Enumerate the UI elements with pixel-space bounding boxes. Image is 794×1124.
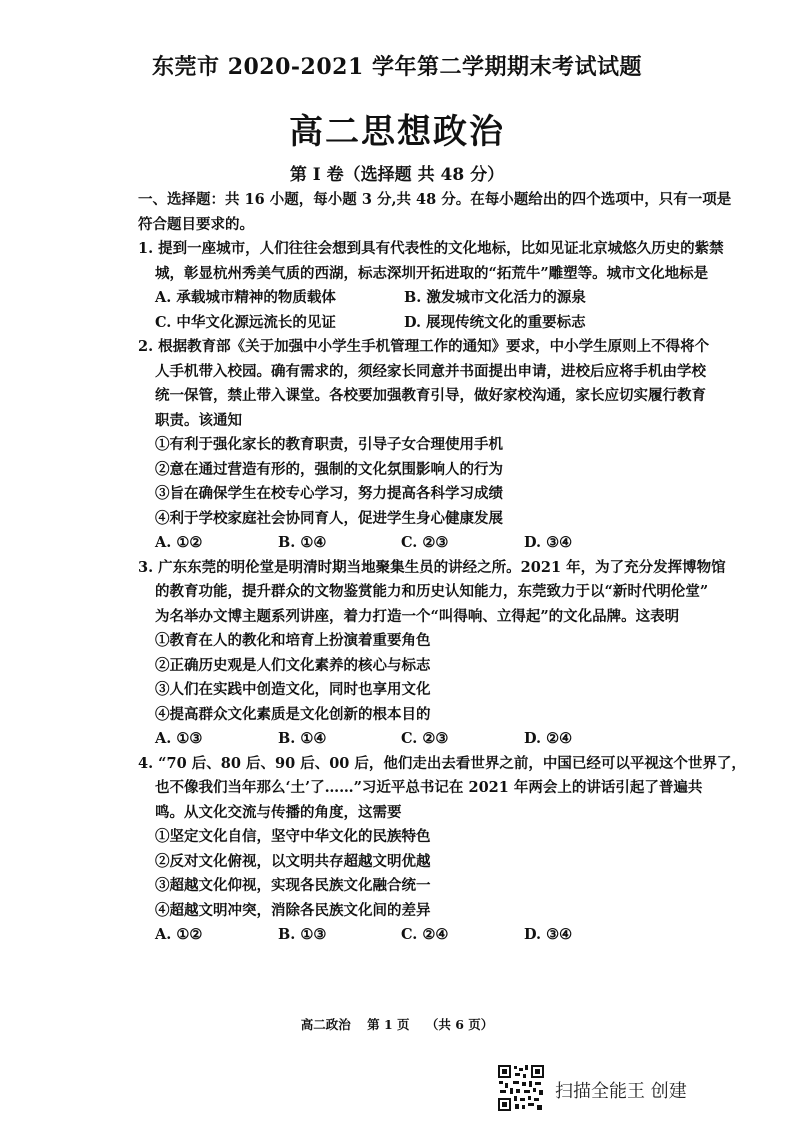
question-stem-line: 1. 提到一座城市，人们往往会想到具有代表性的文化地标，比如见证北京城悠久历史的紫禁 xyxy=(138,240,724,257)
question-stem-line: 4. “70 后、80 后、90 后、00 后，他们走出去看世界之前，中国已经可以平视这个世界了， xyxy=(138,754,746,772)
statement-3: ③人们在实践中创造文化，同时也享用文化 xyxy=(155,681,431,698)
option-c[interactable]: C. 中华文化源远流长的见证 xyxy=(155,313,336,331)
statement-4: ④利于学校家庭社会协同育人，促进学生身心健康发展 xyxy=(155,509,503,527)
question-stem-line: 人手机带入校园。确有需求的，须经家长同意并书面提出申请，进校后应将手机由学校 xyxy=(155,362,706,380)
statement-4: ④超越文明冲突，消除各民族文化间的差异 xyxy=(155,901,431,919)
option-c[interactable]: C. ②③ xyxy=(401,534,449,551)
option-a[interactable]: A. ①③ xyxy=(155,730,203,747)
option-c[interactable]: C. ②④ xyxy=(401,926,449,943)
option-b[interactable]: B. ①③ xyxy=(278,926,327,943)
statement-3: ③超越文化仰视，实现各民族文化融合统一 xyxy=(155,877,431,894)
option-row xyxy=(138,311,704,336)
statement-4: ④提高群众文化素质是文化创新的根本目的 xyxy=(155,705,431,723)
question-stem-line: 3. 广东东莞的明伦堂是明清时期当地聚集生员的讲经之所。2021 年，为了充分发挥博物馆 xyxy=(138,558,726,576)
option-d[interactable]: D. 展现传统文化的重要标志 xyxy=(404,313,586,331)
option-row xyxy=(138,727,704,752)
option-d[interactable]: D. ③④ xyxy=(524,534,573,551)
option-b[interactable]: B. ①④ xyxy=(278,534,327,551)
footer-page-number: 第 1 页 xyxy=(367,1017,410,1032)
statement-3: ③旨在确保学生在校专心学习，努力提高各科学习成绩 xyxy=(155,485,503,502)
option-a[interactable]: A. 承载城市精神的物质载体 xyxy=(155,289,336,306)
section-heading: 第 I 卷（选择题 共 48 分） xyxy=(289,165,505,185)
statement-1: ①教育在人的教化和培育上扮演着重要角色 xyxy=(155,632,431,649)
option-a[interactable]: A. ①② xyxy=(155,926,203,943)
question-content xyxy=(138,188,746,948)
statement-2: ②正确历史观是人们文化素养的核心与标志 xyxy=(155,656,431,674)
statement-1: ①有利于强化家长的教育职责，引导子女合理使用手机 xyxy=(155,436,503,453)
question-stem-line: 统一保管，禁止带入课堂。各校要加强教育引导，做好家校沟通，家长应切实履行教育 xyxy=(155,387,706,404)
question-stem-line: 的教育功能，提升群众的文物鉴赏能力和历史认知能力，东莞致力于以“新时代明伦堂” xyxy=(155,583,709,600)
question-stem-line: 职责。该通知 xyxy=(155,411,242,429)
option-d[interactable]: D. ③④ xyxy=(524,926,573,943)
instructions-line: 一、选择题：共 16 小题，每小题 3 分,共 48 分。在每小题给出的四个选项中，只有一项是 xyxy=(138,191,732,208)
statement-1: ①坚定文化自信，坚守中华文化的民族特色 xyxy=(155,828,431,845)
option-a[interactable]: A. ①② xyxy=(155,534,203,551)
option-row xyxy=(138,923,704,948)
option-d[interactable]: D. ②④ xyxy=(524,730,573,747)
option-b[interactable]: B. 激发城市文化活力的源泉 xyxy=(404,289,586,306)
option-c[interactable]: C. ②③ xyxy=(401,730,449,747)
question-2 xyxy=(138,335,710,556)
statement-2: ②意在通过营造有形的，强制的文化氛围影响人的行为 xyxy=(155,460,503,478)
question-stem-line: 城，彰显杭州秀美气质的西湖，标志深圳开拓进取的“拓荒牛”雕塑等。城市文化地标是 xyxy=(155,264,709,282)
question-3 xyxy=(138,556,726,752)
option-row xyxy=(138,531,704,556)
qr-code-icon xyxy=(497,1064,545,1112)
instructions-line: 符合题目要求的。 xyxy=(138,215,254,233)
exam-title: 东莞市 2020-2021 学年第二学期期末考试试题 xyxy=(152,54,642,80)
question-stem-line: 为名举办文博主题系列讲座，着力打造一个“叫得响、立得起”的文化品牌。这表明 xyxy=(155,607,680,625)
page-footer xyxy=(0,1015,794,1033)
scanner-watermark: 扫描全能王 创建 xyxy=(555,1081,687,1102)
statement-2: ②反对文化俯视，以文明共存超越文明优越 xyxy=(155,852,431,870)
footer-total-pages: （共 6 页） xyxy=(425,1017,494,1032)
question-1 xyxy=(138,237,724,335)
option-b[interactable]: B. ①④ xyxy=(278,730,327,747)
question-stem-line: 也不像我们当年那么‘土’了……”习近平总书记在 2021 年两会上的讲话引起了普遍共 xyxy=(155,779,703,796)
footer-subject: 高二政治 xyxy=(300,1017,351,1032)
question-stem-line: 鸣。从文化交流与传播的角度，这需要 xyxy=(155,803,402,821)
question-4 xyxy=(138,752,746,948)
question-stem-line: 2. 根据教育部《关于加强中小学生手机管理工作的通知》要求，中小学生原则上不得将个 xyxy=(138,338,710,355)
option-row xyxy=(138,286,704,311)
subject-title: 高二思想政治 xyxy=(289,112,505,152)
